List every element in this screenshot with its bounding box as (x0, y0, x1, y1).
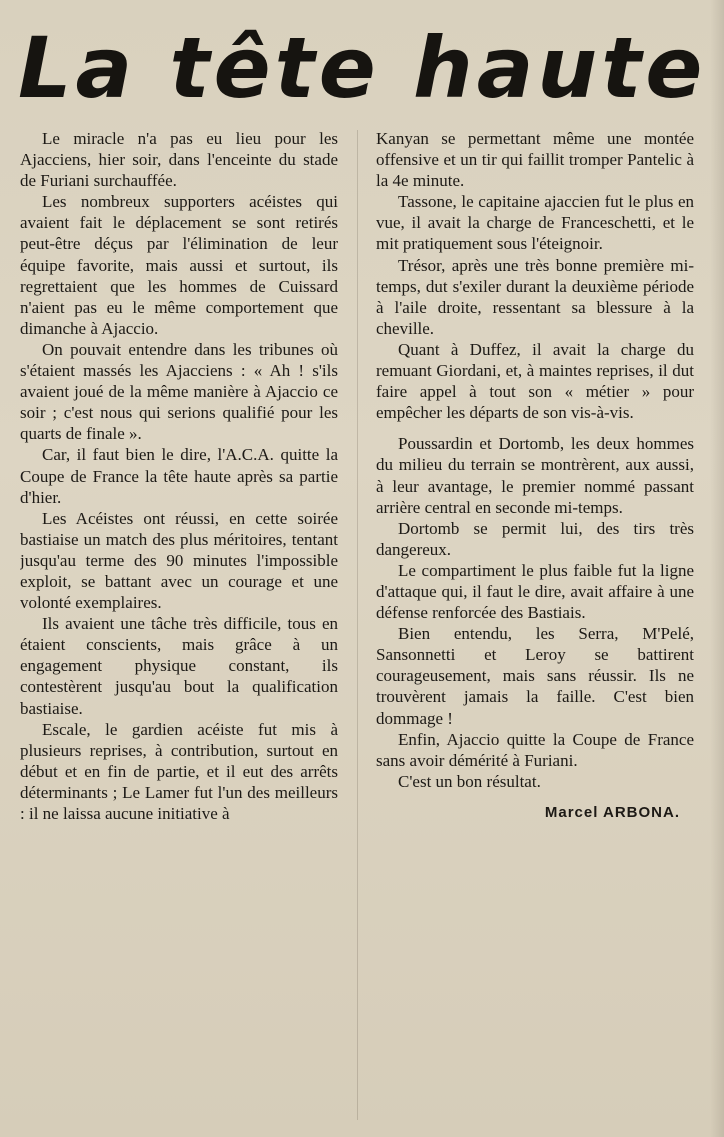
article-title: La tête haute (18, 19, 707, 117)
paragraph: Quant à Duffez, il avait la charge du remuant Giordani, et, à maintes reprises, il dut faire appel à tout son « métier » pour empêcher les départs de son vis-à-vis. (376, 339, 694, 423)
paragraph: Car, il faut bien le dire, l'A.C.A. quitte la Coupe de France la tête haute après sa partie d'hier. (20, 445, 338, 507)
paragraph: On pouvait entendre dans les tribunes où s'étaient massés les Ajacciens : « Ah ! s'ils avaient joué de la même manière à Ajaccio ce soir ; c'est nous qui serions qualifié pour les quarts de finale ». (20, 339, 338, 444)
paragraph: Le miracle n'a pas eu lieu pour les Ajacciens, hier soir, dans l'enceinte du stade de Furiani surchauffée. (20, 129, 338, 191)
paragraph: Tassone, le capitaine ajaccien fut le plus en vue, il avait la charge de Franceschetti, et le mit pratiquement sous l'éteignoir. (376, 192, 694, 254)
paragraph: Ils avaient une tâche très difficile, tous en étaient conscients, mais grâce à un engagement physique constant, ils contestèrent jusqu'au bout la qualification bastiaise. (20, 614, 338, 718)
article-column-right (376, 128, 694, 1128)
paragraph: Les nombreux supporters acéistes qui avaient fait le déplacement se sont retirés peut-être déçus par l'élimination de leur équipe favorite, mais aussi et surtout, ils regrettaient que les hommes de Cuissard n'aient pas eu le même comportement que dimanche à Ajaccio. (20, 192, 338, 338)
paragraph: Le compartiment le plus faible fut la ligne d'attaque qui, il faut le dire, avait affaire à une défense renforcée des Bastiais. (376, 560, 694, 623)
column-divider (357, 130, 358, 1120)
paragraph: Dortomb se permit lui, des tirs très dangereux. (376, 518, 694, 559)
paragraph: Poussardin et Dortomb, les deux hommes du milieu du terrain se montrèrent, aux aussi, à leur avantage, le premier nommé passant arrière central en seconde mi-temps. (376, 434, 694, 517)
article-column-left (20, 128, 338, 1128)
paper-edge-shadow (710, 0, 724, 1137)
paragraph: C'est un bon résultat. (398, 771, 541, 791)
paragraph: Bien entendu, les Serra, M'Pelé, Sansonnetti et Leroy se battirent courageusement, mais sans réussir. Ils ne trouvèrent jamais la faille. C'est bien dommage ! (376, 624, 694, 728)
paragraph: Enfin, Ajaccio quitte la Coupe de France sans avoir démérité à Furiani. (376, 729, 694, 770)
paragraph: Trésor, après une très bonne première mi-temps, dut s'exiler durant la deuxième période à l'aile droite, ressentant sa blessure à la cheville. (376, 255, 694, 338)
paragraph: Escale, le gardien acéiste fut mis à plusieurs reprises, à contribution, surtout en début et en fin de partie, et il eut des arrêts déterminants ; Le Lamer fut l'un des meilleurs : il ne laissa aucune initiative à (20, 719, 338, 823)
paragraph: Les Acéistes ont réussi, en cette soirée bastiaise un match des plus méritoires, tentant jusqu'au terme des 90 minutes l'impossible exploit, se battant avec un courage et une volonté exemplaires. (20, 508, 338, 613)
paragraph: Kanyan se permettant même une montée offensive et un tir qui faillit tromper Pantelic à la 4e minute. (376, 129, 694, 191)
author-signature: Marcel ARBONA. (544, 803, 680, 821)
